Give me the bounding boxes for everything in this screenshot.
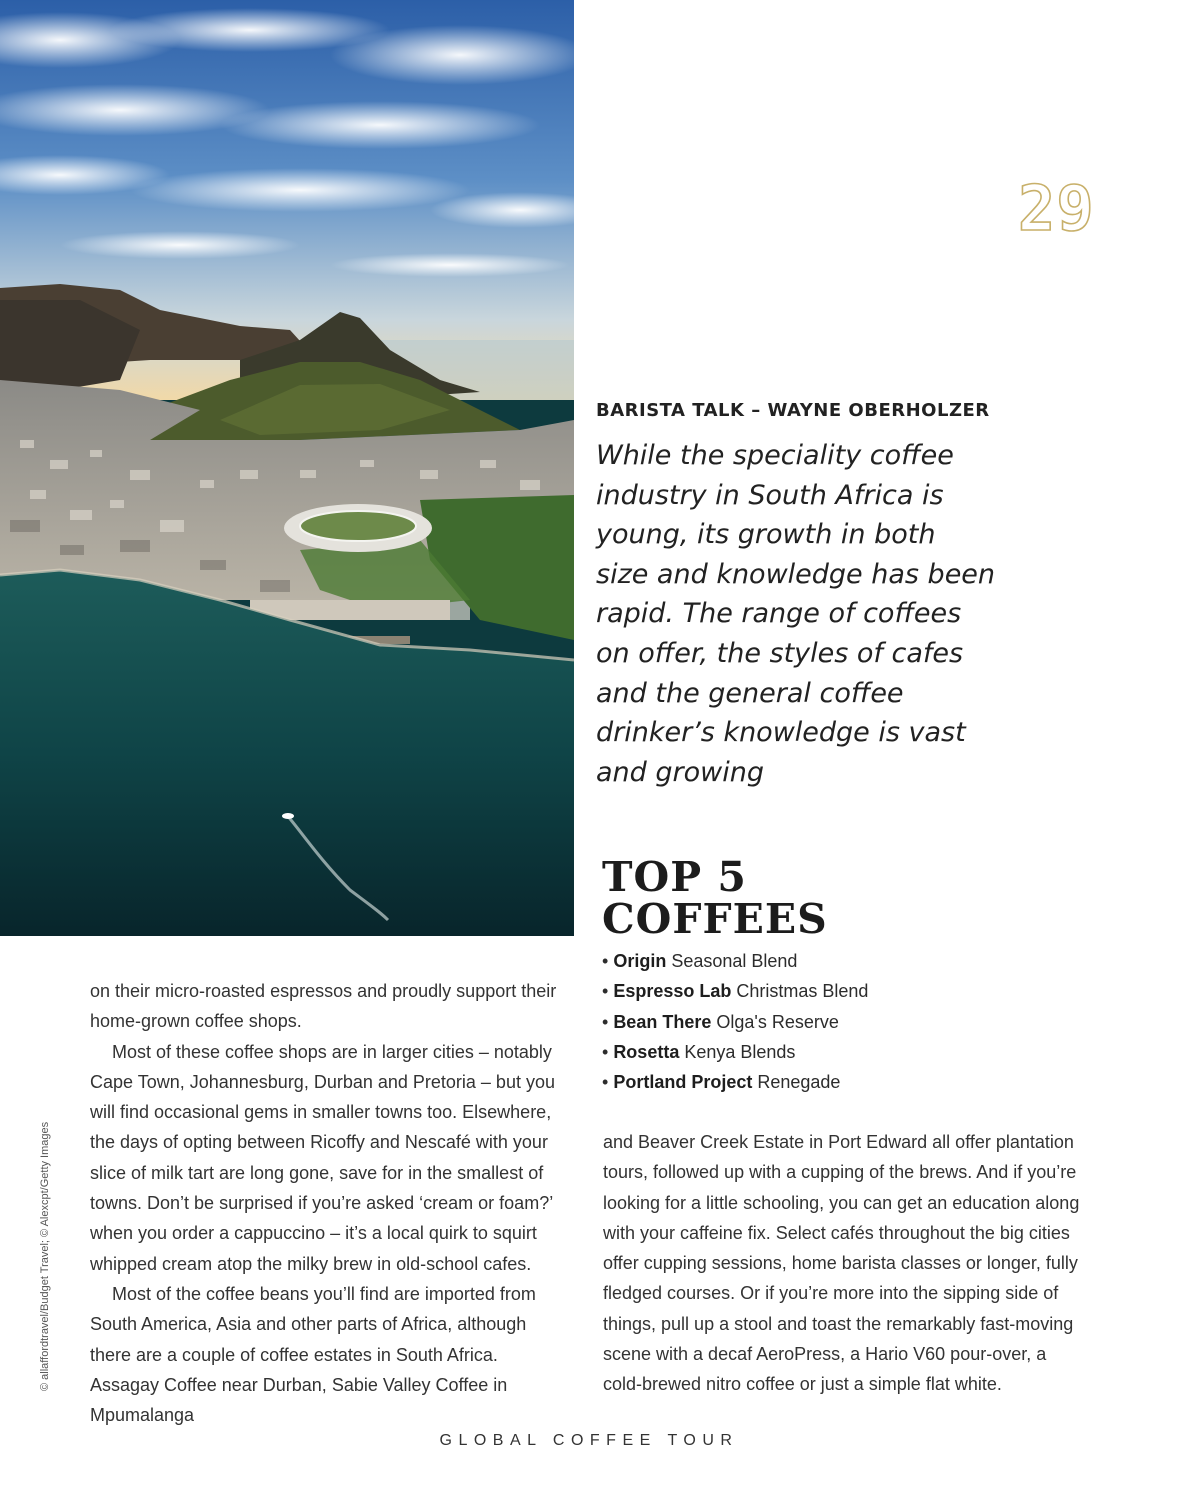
- top5-heading: [602, 853, 828, 943]
- top5-heading-line1: TOP 5: [602, 853, 747, 901]
- body-column-left: [90, 976, 570, 1430]
- photo-credit: © allaffordtravel/Budget Travel; © Alexcpt/Getty Images: [39, 1121, 51, 1391]
- top5-list: [602, 946, 868, 1097]
- landscape-photo-icon: [0, 0, 574, 936]
- body-paragraph: Most of the coffee beans you’ll find are imported from South America, Asia and other parts of Africa, although there are a couple of coffee estates in South Africa. Assagay Coffee near Durban, Sabie Valley Coffee in Mpumalanga: [90, 1283, 536, 1426]
- top5-heading-line2: COFFEES: [602, 895, 828, 943]
- coffee-name: Renegade: [757, 1072, 841, 1093]
- page-number: 29: [1018, 172, 1095, 245]
- barista-talk-kicker: BARISTA TALK – WAYNE OBERHOLZER: [596, 400, 990, 421]
- list-item: [602, 976, 868, 1006]
- list-item: [602, 1007, 868, 1037]
- barista-pull-quote: While the speciality coffee industry in South Africa is young, its growth in both size and knowledge has been rapid. The range of coffees on offer, the styles of cafes and the general coffee drinker’s knowledge is vast and growing: [596, 440, 996, 788]
- coffee-name: Seasonal Blend: [671, 951, 798, 971]
- coffee-brand: Espresso Lab: [613, 981, 732, 1002]
- coffee-brand: Origin: [613, 951, 667, 971]
- coffee-brand: Bean There: [613, 1011, 712, 1032]
- cape-town-aerial-photo: [0, 0, 574, 936]
- body-paragraph: Most of these coffee shops are in larger cities – notably Cape Town, Johannesburg, Durban and Pretoria – but you will find occasional gems in smaller towns too. Elsewhere, the days of opting between Ricoffy and Nescafé with your slice of milk tart are long gone, save for in the smallest of towns. Don’t be surprised if you’re asked ‘cream or foam?’ when you order a cappuccino – it’s a local quirk to squirt whipped cream atop the milky brew in old-school cafes.: [90, 1041, 555, 1274]
- body-paragraph: and Beaver Creek Estate in Port Edward all offer plantation tours, followed up with a cupping of the brews. And if you’re looking for a little schooling, you can get an education along with your caffeine fix. Select cafés throughout the big cities offer cupping sessions, home barista classes or longer, fully fledged courses. Or if you’re more into the sipping side of things, pull up a stool and toast the remarkably fast-moving scene with a decaf AeroPress, a Hario V60 pour-over, a cold-brewed nitro coffee or just a simple flat white.: [603, 1132, 1080, 1395]
- body-column-right: [603, 1127, 1090, 1400]
- coffee-name: Kenya Blends: [684, 1041, 796, 1062]
- coffee-name: Christmas Blend: [736, 981, 869, 1002]
- running-footer: GLOBAL COFFEE TOUR: [439, 1432, 739, 1449]
- list-item: [602, 946, 868, 976]
- coffee-brand: Portland Project: [613, 1072, 753, 1093]
- list-item: [602, 1067, 868, 1097]
- body-paragraph: on their micro-roasted espressos and proudly support their home-grown coffee shops.: [90, 981, 557, 1032]
- list-item: [602, 1037, 868, 1067]
- coffee-name: Olga's Reserve: [716, 1011, 839, 1032]
- coffee-brand: Rosetta: [613, 1041, 680, 1062]
